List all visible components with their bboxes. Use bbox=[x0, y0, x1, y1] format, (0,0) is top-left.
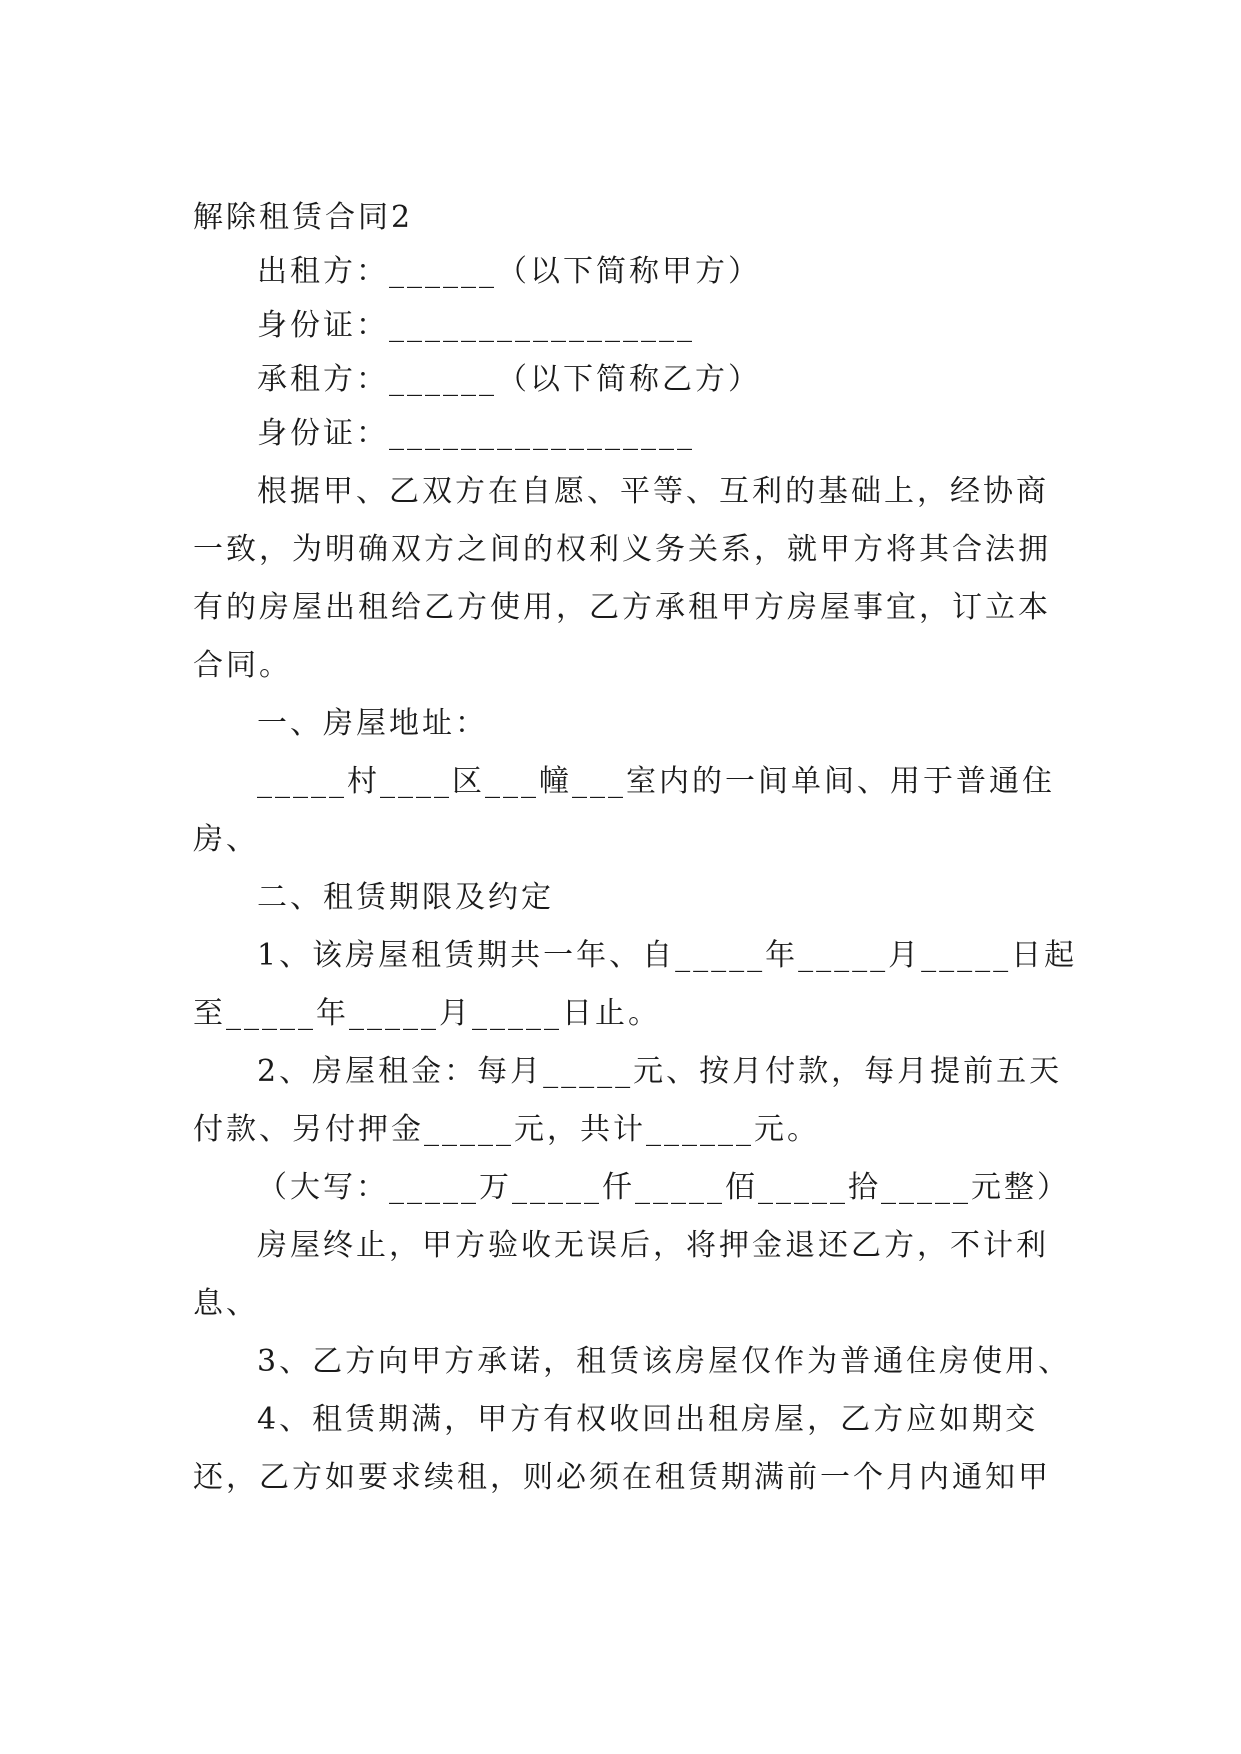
section-1-heading: 一、房屋地址： bbox=[257, 706, 488, 741]
deposit-return-line-1: 房屋终止，甲方验收无误后，将押金退还乙方，不计利 bbox=[257, 1228, 1049, 1263]
clause-3-line: 3、乙方向甲方承诺，租赁该房屋仅作为普通住房使用、 bbox=[257, 1344, 1072, 1379]
clause-4-line-2: 还，乙方如要求续租，则必须在租赁期满前一个月内通知甲 bbox=[193, 1460, 1051, 1495]
preamble-line-1: 根据甲、乙双方在自愿、平等、互利的基础上，经协商 bbox=[257, 474, 1049, 509]
preamble-line-2: 一致，为明确双方之间的权利义务关系，就甲方将其合法拥 bbox=[193, 532, 1051, 567]
lessee-id-line: 身份证：_________________ bbox=[257, 416, 695, 451]
term-line-2: 至_____年_____月_____日止。 bbox=[193, 996, 661, 1031]
rent-line-1: 2、房屋租金：每月_____元、按月付款，每月提前五天 bbox=[257, 1054, 1063, 1089]
lessor-id-line: 身份证：_________________ bbox=[257, 308, 695, 343]
preamble-line-3: 有的房屋出租给乙方使用，乙方承租甲方房屋事宜，订立本 bbox=[193, 590, 1051, 625]
address-line-1: _____村____区___幢___室内的一间单间、用于普通住 bbox=[257, 764, 1055, 799]
rent-line-2: 付款、另付押金_____元，共计______元。 bbox=[193, 1112, 820, 1147]
document-title: 解除租赁合同2 bbox=[193, 200, 414, 235]
deposit-return-line-2: 息、 bbox=[193, 1286, 259, 1321]
preamble-line-4: 合同。 bbox=[193, 648, 292, 683]
lessor-line: 出租方：______（以下简称甲方） bbox=[257, 254, 761, 289]
lessee-line: 承租方：______（以下简称乙方） bbox=[257, 362, 761, 397]
clause-4-line-1: 4、租赁期满，甲方有权收回出租房屋，乙方应如期交 bbox=[257, 1402, 1039, 1437]
term-line-1: 1、该房屋租赁期共一年、自_____年_____月_____日起 bbox=[257, 938, 1078, 973]
section-2-heading: 二、租赁期限及约定 bbox=[257, 880, 554, 915]
address-line-2: 房、 bbox=[193, 822, 259, 857]
amount-in-words-line: （大写：_____万_____仟_____佰_____拾_____元整） bbox=[257, 1170, 1070, 1205]
